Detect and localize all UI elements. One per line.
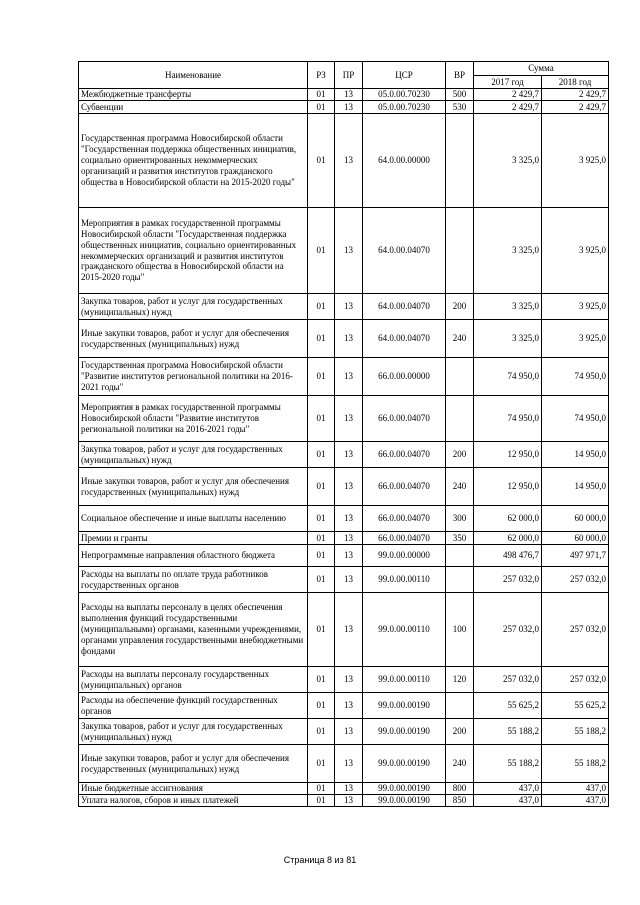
row-sum-2018: 55 625,2 (542, 693, 609, 719)
table-row (79, 593, 609, 667)
row-vr (446, 396, 474, 442)
row-sum-2018: 3 925,0 (542, 208, 609, 294)
row-name: Закупка товаров, работ и услуг для государственных (муниципальных) нужд (79, 719, 308, 745)
row-pr: 13 (335, 294, 363, 320)
row-name: Расходы на обеспечение функций государственных органов (79, 693, 308, 719)
row-sum-2017: 3 325,0 (474, 114, 542, 208)
row-vr: 800 (446, 783, 474, 795)
table-row (79, 667, 609, 693)
row-pr: 13 (335, 545, 363, 567)
row-vr (446, 693, 474, 719)
row-rz: 01 (308, 667, 335, 693)
row-csr: 05.0.00.70230 (363, 101, 446, 114)
row-pr: 13 (335, 593, 363, 667)
header-2018: 2018 год (542, 76, 609, 89)
row-sum-2018: 14 950,0 (542, 442, 609, 468)
table-row (79, 294, 609, 320)
row-csr: 64.0.00.04070 (363, 208, 446, 294)
row-pr: 13 (335, 745, 363, 783)
row-vr (446, 545, 474, 567)
row-rz: 01 (308, 396, 335, 442)
row-vr: 350 (446, 532, 474, 545)
row-csr: 66.0.00.04070 (363, 468, 446, 506)
row-sum-2017: 55 625,2 (474, 693, 542, 719)
row-rz: 01 (308, 468, 335, 506)
row-sum-2017: 55 188,2 (474, 719, 542, 745)
table-row (79, 468, 609, 506)
row-vr: 850 (446, 795, 474, 807)
row-vr (446, 114, 474, 208)
row-csr: 99.0.00.00190 (363, 693, 446, 719)
row-name: Мероприятия в рамках государственной программы Новосибирской области "Развитие институтов региональной политики на 2016-2021 годы" (79, 396, 308, 442)
row-csr: 99.0.00.00110 (363, 567, 446, 593)
row-sum-2018: 55 188,2 (542, 745, 609, 783)
row-sum-2018: 14 950,0 (542, 468, 609, 506)
row-sum-2017: 437,0 (474, 783, 542, 795)
row-name: Закупка товаров, работ и услуг для государственных (муниципальных) нужд (79, 442, 308, 468)
row-sum-2018: 3 925,0 (542, 294, 609, 320)
row-pr: 13 (335, 667, 363, 693)
row-vr: 200 (446, 294, 474, 320)
row-sum-2017: 257 032,0 (474, 593, 542, 667)
row-sum-2018: 437,0 (542, 783, 609, 795)
row-sum-2017: 3 325,0 (474, 208, 542, 294)
row-name: Расходы на выплаты персоналу в целях обеспечения выполнения функций государственными (муниципальными) органами, казенными учреждениями, органами управления государственными внебюджетными фондами (79, 593, 308, 667)
row-pr: 13 (335, 783, 363, 795)
row-name: Иные закупки товаров, работ и услуг для обеспечения государственных (муниципальных) нужд (79, 468, 308, 506)
table-row (79, 795, 609, 807)
row-csr: 66.0.00.04070 (363, 532, 446, 545)
row-vr: 240 (446, 468, 474, 506)
row-csr: 64.0.00.04070 (363, 320, 446, 358)
row-rz: 01 (308, 567, 335, 593)
table-row (79, 208, 609, 294)
row-sum-2017: 62 000,0 (474, 506, 542, 532)
row-sum-2018: 3 925,0 (542, 320, 609, 358)
row-pr: 13 (335, 208, 363, 294)
row-pr: 13 (335, 795, 363, 807)
header-csr: ЦСР (363, 62, 446, 89)
row-csr: 99.0.00.00190 (363, 719, 446, 745)
row-vr: 500 (446, 89, 474, 101)
row-vr: 300 (446, 506, 474, 532)
row-sum-2017: 74 950,0 (474, 358, 542, 396)
row-pr: 13 (335, 89, 363, 101)
table-row (79, 719, 609, 745)
row-sum-2017: 62 000,0 (474, 532, 542, 545)
row-csr: 99.0.00.00190 (363, 795, 446, 807)
row-pr: 13 (335, 320, 363, 358)
row-vr: 200 (446, 719, 474, 745)
row-rz: 01 (308, 795, 335, 807)
row-rz: 01 (308, 208, 335, 294)
row-rz: 01 (308, 89, 335, 101)
row-vr (446, 208, 474, 294)
row-sum-2017: 257 032,0 (474, 667, 542, 693)
row-pr: 13 (335, 396, 363, 442)
row-sum-2018: 497 971,7 (542, 545, 609, 567)
row-name: Премии и гранты (79, 532, 308, 545)
row-sum-2018: 2 429,7 (542, 89, 609, 101)
row-pr: 13 (335, 693, 363, 719)
header-rz: РЗ (308, 62, 335, 89)
row-name: Мероприятия в рамках государственной программы Новосибирской области "Государственная поддержка общественных инициатив, социально ориентированных некоммерческих организаций и развития институтов гражданского общества в Новосибирской области на 2015-2020 годы" (79, 208, 308, 294)
page-number: Страница 8 из 81 (283, 855, 357, 865)
row-sum-2018: 257 032,0 (542, 567, 609, 593)
row-vr (446, 567, 474, 593)
row-name: Социальное обеспечение и иные выплаты населению (79, 506, 308, 532)
row-csr: 99.0.00.00110 (363, 667, 446, 693)
row-sum-2018: 60 000,0 (542, 532, 609, 545)
row-csr: 64.0.00.04070 (363, 294, 446, 320)
row-sum-2017: 74 950,0 (474, 396, 542, 442)
row-pr: 13 (335, 532, 363, 545)
row-vr: 530 (446, 101, 474, 114)
row-sum-2018: 74 950,0 (542, 358, 609, 396)
table-row (79, 745, 609, 783)
row-pr: 13 (335, 506, 363, 532)
row-vr: 240 (446, 745, 474, 783)
row-vr: 120 (446, 667, 474, 693)
row-csr: 66.0.00.04070 (363, 396, 446, 442)
row-sum-2018: 257 032,0 (542, 667, 609, 693)
row-rz: 01 (308, 693, 335, 719)
budget-table (78, 61, 609, 807)
row-sum-2018: 55 188,2 (542, 719, 609, 745)
row-vr: 100 (446, 593, 474, 667)
header-name: Наименование (79, 62, 308, 89)
row-name: Государственная программа Новосибирской области "Государственная поддержка общественных инициатив, социально ориентированных некоммерческих организаций и развития институтов гражданского общества в Новосибирской области на 2015-2020 годы" (79, 114, 308, 208)
row-rz: 01 (308, 294, 335, 320)
row-pr: 13 (335, 442, 363, 468)
row-name: Межбюджетные трансферты (79, 89, 308, 101)
row-sum-2017: 3 325,0 (474, 320, 542, 358)
table-row (79, 506, 609, 532)
table-body (79, 89, 609, 807)
table-row (79, 532, 609, 545)
row-sum-2018: 60 000,0 (542, 506, 609, 532)
row-vr (446, 358, 474, 396)
header-pr: ПР (335, 62, 363, 89)
header-2017: 2017 год (474, 76, 542, 89)
row-name: Иные закупки товаров, работ и услуг для обеспечения государственных (муниципальных) нужд (79, 745, 308, 783)
row-name: Расходы на выплаты по оплате труда работников государственных органов (79, 567, 308, 593)
table-row (79, 783, 609, 795)
row-pr: 13 (335, 567, 363, 593)
row-sum-2017: 12 950,0 (474, 468, 542, 506)
header-sum: Сумма (474, 62, 609, 76)
row-rz: 01 (308, 545, 335, 567)
row-csr: 66.0.00.04070 (363, 506, 446, 532)
row-sum-2017: 2 429,7 (474, 101, 542, 114)
row-name: Государственная программа Новосибирской области "Развитие институтов региональной политики на 2016-2021 годы" (79, 358, 308, 396)
row-rz: 01 (308, 745, 335, 783)
row-sum-2017: 12 950,0 (474, 442, 542, 468)
table-row (79, 320, 609, 358)
row-sum-2017: 2 429,7 (474, 89, 542, 101)
row-name: Расходы на выплаты персоналу государственных (муниципальных) органов (79, 667, 308, 693)
row-rz: 01 (308, 593, 335, 667)
table-row (79, 358, 609, 396)
row-csr: 99.0.00.00110 (363, 593, 446, 667)
table-row (79, 545, 609, 567)
row-sum-2018: 74 950,0 (542, 396, 609, 442)
header-vr: ВР (446, 62, 474, 89)
row-sum-2018: 257 032,0 (542, 593, 609, 667)
row-pr: 13 (335, 101, 363, 114)
row-pr: 13 (335, 468, 363, 506)
row-name: Закупка товаров, работ и услуг для государственных (муниципальных) нужд (79, 294, 308, 320)
row-pr: 13 (335, 358, 363, 396)
row-sum-2018: 3 925,0 (542, 114, 609, 208)
table-row (79, 442, 609, 468)
row-rz: 01 (308, 358, 335, 396)
row-rz: 01 (308, 442, 335, 468)
table-row (79, 89, 609, 101)
row-sum-2018: 2 429,7 (542, 101, 609, 114)
row-vr: 200 (446, 442, 474, 468)
table-row (79, 114, 609, 208)
row-name: Иные бюджетные ассигнования (79, 783, 308, 795)
row-rz: 01 (308, 783, 335, 795)
row-rz: 01 (308, 320, 335, 358)
row-csr: 64.0.00.00000 (363, 114, 446, 208)
row-name: Уплата налогов, сборов и иных платежей (79, 795, 308, 807)
row-rz: 01 (308, 506, 335, 532)
table-row (79, 567, 609, 593)
row-name: Субвенции (79, 101, 308, 114)
row-rz: 01 (308, 114, 335, 208)
row-sum-2017: 498 476,7 (474, 545, 542, 567)
row-rz: 01 (308, 719, 335, 745)
row-rz: 01 (308, 101, 335, 114)
row-csr: 99.0.00.00190 (363, 745, 446, 783)
row-sum-2017: 257 032,0 (474, 567, 542, 593)
row-csr: 99.0.00.00000 (363, 545, 446, 567)
row-rz: 01 (308, 532, 335, 545)
row-sum-2017: 437,0 (474, 795, 542, 807)
row-sum-2017: 55 188,2 (474, 745, 542, 783)
table-row (79, 101, 609, 114)
row-sum-2018: 437,0 (542, 795, 609, 807)
row-csr: 66.0.00.00000 (363, 358, 446, 396)
row-csr: 05.0.00.70230 (363, 89, 446, 101)
row-name: Иные закупки товаров, работ и услуг для обеспечения государственных (муниципальных) нужд (79, 320, 308, 358)
table-row (79, 693, 609, 719)
row-csr: 99.0.00.00190 (363, 783, 446, 795)
row-csr: 66.0.00.04070 (363, 442, 446, 468)
row-pr: 13 (335, 719, 363, 745)
table-row (79, 396, 609, 442)
row-pr: 13 (335, 114, 363, 208)
row-name: Непрограммные направления областного бюджета (79, 545, 308, 567)
row-sum-2017: 3 325,0 (474, 294, 542, 320)
row-vr: 240 (446, 320, 474, 358)
